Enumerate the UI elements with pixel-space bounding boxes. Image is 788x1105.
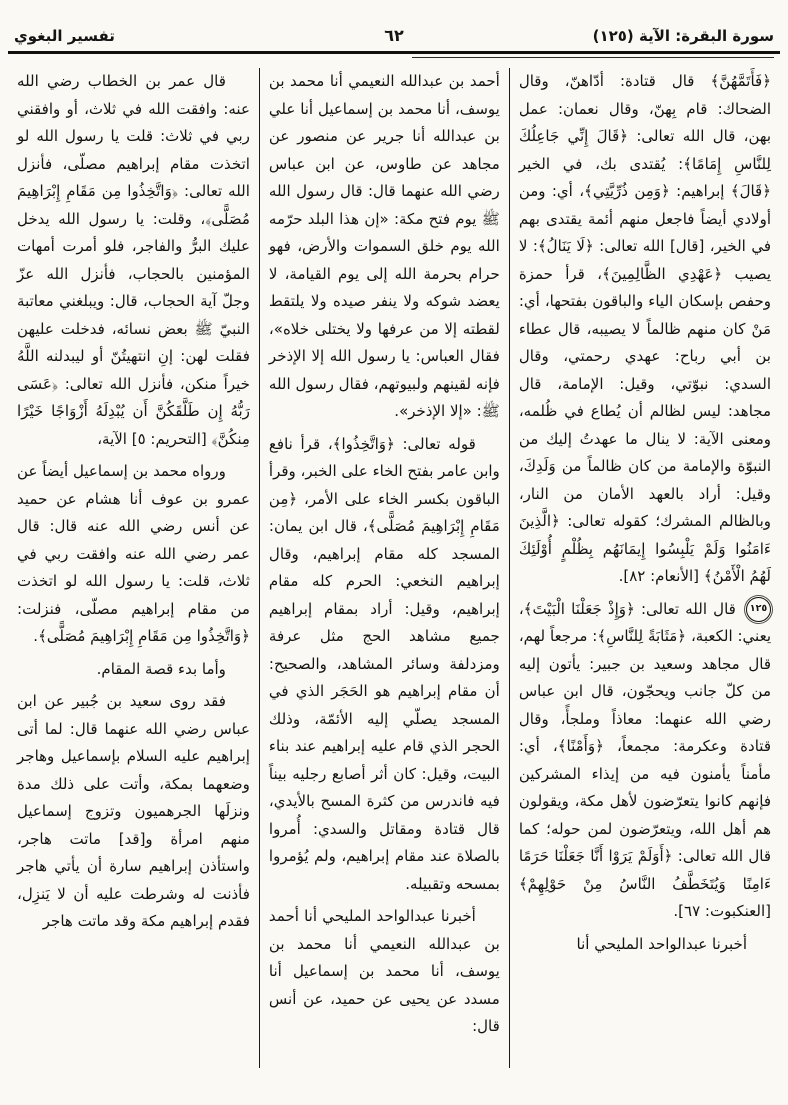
paragraph-text: قال الله تعالى: ﴿وَإِذْ جَعَلْنَا الْبَيْتَ﴾، يعني: الكعبة، ﴿مَثَابَةً لِلنَّاسِ﴾: مرجعاً لهم، قال مجاهد وسعيد بن جبير: يأتون إليه من كلّ جانب ويحجّون، قال ابن عباس رضي الله عنهما: معاذاً وملجأً، وقال قتادة وعكرمة: مجمعاً، ﴿وَأَمْنًا﴾، أي: مأمناً يأمنون فيه من إيذاء المشركين فإنهم كانوا يتعرّضون لأهل مكة، ويقولون هم أهل الله، ويتعرّضون لمن حوله؛ كما قال الله تعالى: ﴿أَوَلَمْ يَرَوْا أَنَّا جَعَلْنَا حَرَمًا ءَامِنًا وَيُتَخَطَّفُ النَّاسُ مِنْ حَوْلِهِمْ﴾ [العنكبوت: ٦٧]. [518, 599, 771, 920]
paragraph-verse-125 [519, 596, 771, 926]
paragraph-tafsir-faatammahunna: ﴿فَأَتَمَّهُنَّ﴾ قال قتادة: أدّاهنّ، وقال الضحاك: قام بِهنّ، وقال نعمان: عمل بهن، قال الله تعالى: ﴿قَالَ إِنِّي جَاعِلُكَ لِلنَّاسِ إِمَامًا﴾: يُقتدى بك، في الخير ﴿قَالَ﴾ إبراهيم: ﴿وَمِن ذُرِّيَّتِي﴾، أي: ومن أولادي أيضاً فاجعل منهم أئمة يقتدى بهم في الخير، [قال] الله تعالى: ﴿لَا يَنَالُ﴾: لا يصيب ﴿عَهْدِي الظَّالِمِينَ﴾، قرأ حمزة وحفص بإسكان الياء والباقون بفتحها، أي: مَنْ كان منهم ظالماً لا يصيبه، قال عطاء بن أبي رباح: عهدي رحمتي، وقال السدي: نبوّتي، وقيل: الإمامة، قال مجاهد: ليس لظالم أن يُطاع في ظُلمه، ومعنى الآية: لا ينال ما عهدتُ إليك من النبوّة والإمامة من كان ظالماً من وَلَدِكَ، وقيل: أراد بالعهد الأمان من النار، وبالظالم المشرك؛ كقوله تعالى: ﴿الَّذِينَ ءَامَنُوا وَلَمْ يَلْبِسُوا إِيمَانَهُم بِظُلْمٍ أُوْلَئِكَ لَهُمُ الْأَمْنُ﴾ [الأنعام: ٨٢]. [518, 72, 771, 585]
book-title: تفسير البغوي [14, 27, 115, 45]
surah-verse-label: سورة البقرة: الآية (١٢٥) [592, 27, 774, 45]
paragraph-isnad-start: أخبرنا عبدالواحد المليحي أنا [576, 934, 747, 953]
page-header [0, 0, 788, 51]
column-middle [259, 68, 510, 1068]
header-thin-rule [412, 57, 774, 58]
text-columns [8, 68, 780, 1068]
paragraph-maqam-story: فقد روى سعيد بن جُبير عن ابن عباس رضي الله عنهما قال: لما أتى إبراهيم عليه السلام بإسماعيل وهاجر وضعهما بمكة، وأتت على ذلك مدة ونزلَها الجرهميون وتزوج إسماعيل منهم امرأة و[قد] ماتت هاجر، واستأذن إبراهيم سارة أن يأتي هاجر فأذنت له وشرطت عليه أن لا يَنزِل، فقدم إبراهيم مكة وقد ماتت هاجر [17, 692, 250, 930]
paragraph-umar-agreements: قال عمر بن الخطاب رضي الله عنه: وافقت الله في ثلاث، أو وافقني ربي في ثلاث: قلت يا رسول الله لو اتخذت مقام إبراهيم مصلّى، فأنزل الله تعالى: ﴿وَاتَّخِذُوا مِن مَقَامِ إِبْرَاهِيمَ مُصَلًّى﴾، وقلت: يا رسول الله يدخل عليك البرُّ والفاجر، فلو أمرت أمهات المؤمنين بالحجاب، فأنزل الله عزّ وجلّ آية الحجاب، قال: ويبلغني معاتبة النبيّ ﷺ بعض نسائه، فدخلت عليهن فقلت لهن: إنِ انتهيتُنّ أو ليبدلنه اللَّهُ خيراً منكن، فأنزل الله تعالى: ﴿عَسَى رَبُّهُ إِن طَلَّقَكُنَّ أَن يُبْدِلَهُ أَزْوَاجًا خَيْرًا مِنكُنَّ﴾ [التحريم: ٥] الآية، [17, 72, 250, 448]
column-left [8, 68, 259, 1068]
verse-number-badge: ١٢٥ [746, 597, 771, 622]
paragraph-maqam-story-heading: وأما بدء قصة المقام. [96, 659, 226, 678]
paragraph-riwayah-bukhari: ورواه محمد بن إسماعيل أيضاً عن عمرو بن عوف أنا هشام عن حميد عن أنس رضي الله عنه قال: قال عمر رضي الله عنه وافقت ربي في ثلاث، قلت: يا رسول الله لو اتخذت من مقام إبراهيم مصلّى، فنزلت: ﴿وَاتَّخِذُوا مِن مَقَامِ إِبْرَاهِيمَ مُصَلًّى﴾. [17, 462, 250, 645]
paragraph-hadith-fath-makkah: أحمد بن عبدالله النعيمي أنا محمد بن يوسف، أنا محمد بن إسماعيل أنا علي بن عبدالله أنا جرير عن منصور عن مجاهد عن طاوس، عن ابن عباس رضي الله عنهما قال: قال رسول الله ﷺ يوم فتح مكة: «إن هذا البلد حرّمه الله يوم خلق السموات والأرض، فهو حرام بحرمة الله إلى يوم القيامة، لا يعضد شوكه ولا ينفر صيده ولا يلتقط لقطته إلا من عرفها ولا يختلى خلاه»، فقال العباس: يا رسول الله إلا الإذخر فإنه لقينهم ولبيوتهم، فقال رسول الله ﷺ: «إلا الإذخر». [268, 72, 500, 420]
header-rule [8, 51, 780, 54]
paragraph-qiraat-maqam: قوله تعالى: ﴿وَاتَّخِذُوا﴾، قرأ نافع وابن عامر بفتح الخاء على الخبر، وقرأ الباقون بكسر الخاء على الأمر، ﴿مِن مَقَامِ إِبْرَاهِيمَ مُصَلًّى﴾، قال ابن يمان: المسجد كله مقام إبراهيم، وقال إبراهيم النخعي: الحرم كله مقام إبراهيم، وقيل: أراد بمقام إبراهيم جميع مشاهد الحج مثل عرفة ومزدلفة وسائر المشاهد، والصحيح: أن مقام إبراهيم هو الحَجَر الذي في المسجد يصلّي إليه الأئمّة، وذلك الحجر الذي قام عليه إبراهيم عند بناء البيت، وقيل: كان أثر أصابع رجليه بيناً فيه فاندرس من كثرة المسح بالأيدي، قال قتادة ومقاتل والسدي: أُمروا بالصلاة عند مقام إبراهيم، ولم يُؤمروا بمسحه وتقبيله. [268, 434, 500, 893]
page-number: ٦٢ [384, 26, 404, 45]
paragraph-isnad-anas: أخبرنا عبدالواحد المليحي أنا أحمد بن عبدالله النعيمي أنا محمد بن يوسف، أنا محمد بن إسماعيل أنا مسدد عن يحيى عن حميد، عن أنس قال: [268, 907, 500, 1035]
column-right [510, 68, 780, 1068]
